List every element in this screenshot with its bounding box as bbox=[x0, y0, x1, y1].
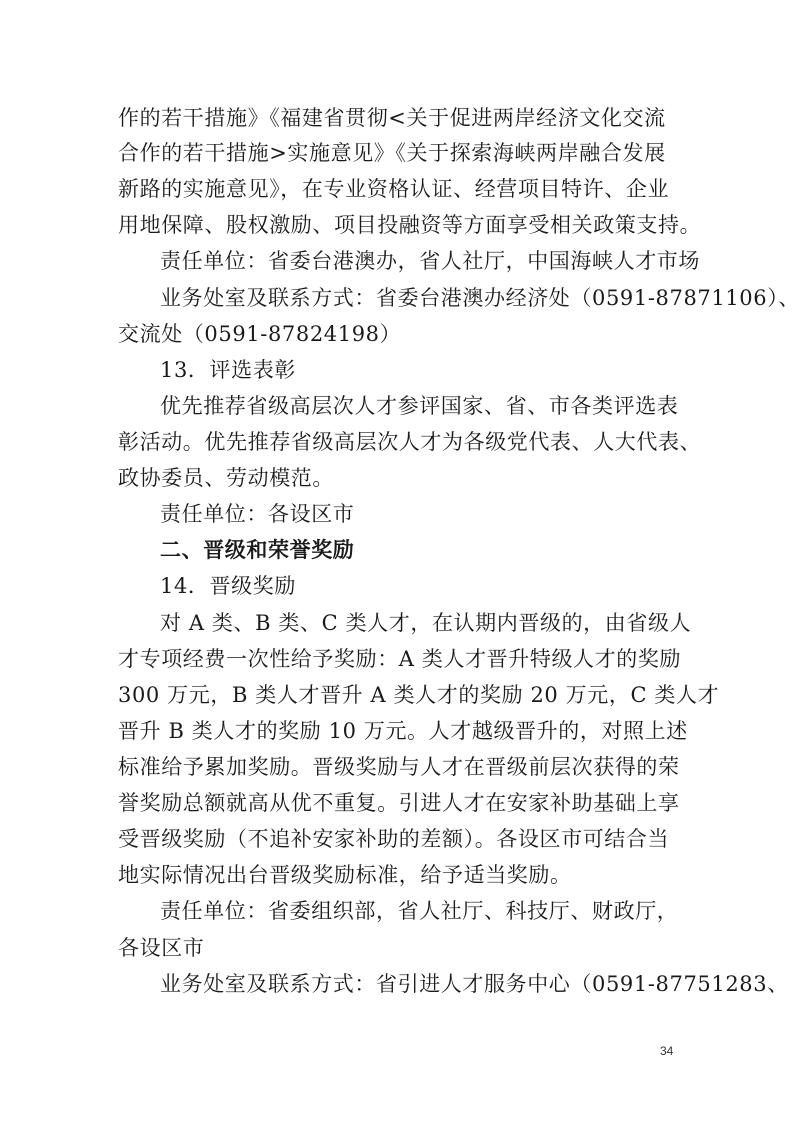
text-line: 用地保障、股权激励、项目投融资等方面享受相关政策支持。 bbox=[118, 213, 702, 237]
page-number: 34 bbox=[660, 1044, 674, 1058]
text-line: 彰活动。优先推荐省级高层次人才为各级党代表、人大代表、 bbox=[118, 430, 702, 454]
contact-line: 交流处（0591-87824198） bbox=[118, 322, 402, 346]
contact-line: 业务处室及联系方式：省委台港澳办经济处（0591-87871106）、 bbox=[160, 286, 800, 310]
text-line: 晋升 B 类人才的奖励 10 万元。人才越级晋升的，对照上述 bbox=[118, 719, 688, 743]
text-line: 300 万元，B 类人才晋升 A 类人才的奖励 20 万元，C 类人才 bbox=[118, 683, 720, 707]
text-line: 标准给予累加奖励。晋级奖励与人才在晋级前层次获得的荣 bbox=[118, 755, 680, 779]
chapter-heading: 二、晋级和荣誉奖励 bbox=[160, 538, 355, 562]
responsible-unit-line: 责任单位：省委组织部，省人社厅、科技厅、财政厅， bbox=[160, 899, 679, 923]
responsible-unit-line: 责任单位：省委台港澳办，省人社厅，中国海峡人才市场 bbox=[160, 249, 700, 273]
section-title: 14．晋级奖励 bbox=[160, 574, 296, 598]
text-line: 才专项经费一次性给予奖励：A 类人才晋升特级人才的奖励 bbox=[118, 647, 682, 671]
text-line: 受晋级奖励（不追补安家补助的差额）。各设区市可结合当 bbox=[118, 827, 670, 851]
contact-line: 业务处室及联系方式：省引进人才服务中心（0591-87751283、 bbox=[160, 972, 789, 996]
text-line: 新路的实施意见》，在专业资格认证、经营项目特许、企业 bbox=[118, 177, 670, 201]
responsible-unit-line: 各设区市 bbox=[118, 936, 205, 960]
text-line: 政协委员、劳动模范。 bbox=[118, 466, 334, 490]
text-line: 合作的若干措施>实施意见》《关于探索海峡两岸融合发展 bbox=[118, 141, 666, 165]
text-line: 誉奖励总额就高从优不重复。引进人才在安家补助基础上享 bbox=[118, 791, 680, 815]
text-line: 对 A 类、B 类、C 类人才，在认期内晋级的，由省级人 bbox=[160, 611, 692, 635]
responsible-unit-line: 责任单位：各设区市 bbox=[160, 502, 355, 526]
section-title: 13．评选表彰 bbox=[160, 358, 296, 382]
text-line: 地实际情况出台晋级奖励标准，给予适当奖励。 bbox=[118, 863, 572, 887]
text-line: 优先推荐省级高层次人才参评国家、省、市各类评选表 bbox=[160, 394, 679, 418]
text-line: 作的若干措施》《福建省贯彻<关于促进两岸经济文化交流 bbox=[118, 106, 666, 130]
